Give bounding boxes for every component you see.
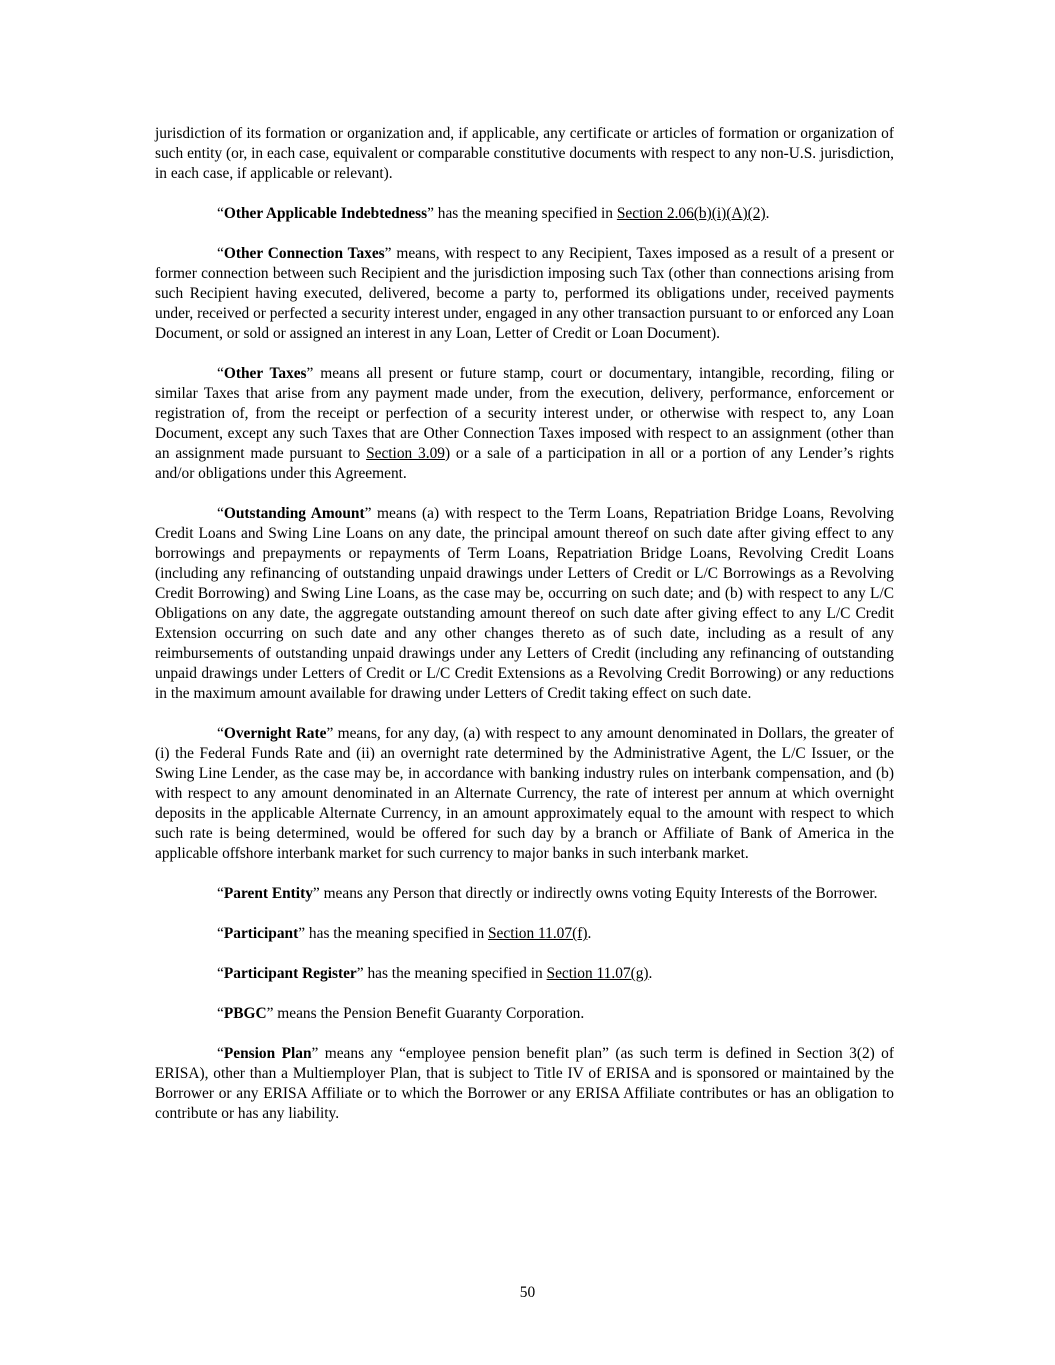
defined-term: Other Taxes [223, 365, 307, 382]
paragraph-text: . [648, 965, 653, 982]
paragraph-text: “ [217, 245, 224, 262]
defined-term: Overnight Rate [223, 725, 327, 742]
paragraph-text: “ [217, 1005, 224, 1022]
definition-paragraph [155, 964, 894, 984]
paragraph-text: ” means all present or future stamp, court or documentary, intangible, recording, filing or similar Taxes that arise from any payment made under, from the execution, delivery, performance, enforcement or registration of, from the receipt or perfection of a security interest under, or otherwise with respect to, any Loan Document, except any such Taxes that are Other Connection Taxes imposed with respect to an assignment (other than an assignment made pursuant to [155, 365, 894, 462]
section-reference: Section 2.06(b)(i)(A)(2) [616, 205, 766, 222]
definition-paragraph [155, 1044, 894, 1124]
paragraph-text: “ [217, 885, 224, 902]
defined-term: Participant Register [223, 965, 357, 982]
definition-paragraph [155, 504, 894, 704]
paragraph-text: jurisdiction of its formation or organization and, if applicable, any certificate or articles of formation or organization of such entity (or, in each case, equivalent or comparable constitutive documents with respect to any non-U.S. jurisdiction, in each case, if applicable or relevant). [155, 125, 894, 182]
paragraph-text: “ [217, 205, 224, 222]
paragraph-text: ” means any Person that directly or indirectly owns voting Equity Interests of the Borrower. [312, 885, 878, 902]
section-reference: Section 3.09 [366, 445, 445, 462]
defined-term: Other Connection Taxes [223, 245, 385, 262]
document-body [155, 124, 894, 1144]
paragraph-text: ” means (a) with respect to the Term Loans, Repatriation Bridge Loans, Revolving Credit Loans and Swing Line Loans on any date, the principal amount thereof on such date after giving effect to any borrowings and prepayments or repayments of Term Loans, Repatriation Bridge Loans, Revolving Credit Loans (including any refinancing of outstanding unpaid drawings under Letters of Credit or L/C Borrowings as a Revolving Credit Borrowing) and Swing Line Loans, as the case may be, occurring on such date; and (b) with respect to any L/C Obligations on any date, the aggregate outstanding amount thereof on such date after giving effect to any L/C Credit Extension occurring on such date and any other changes thereto as of such date, including as a result of any reimbursements of outstanding unpaid drawings under any Letters of Credit (including any refinancing of outstanding unpaid drawings under Letters of Credit or L/C Credit Extensions as a Revolving Credit Borrowing) or any reductions in the maximum amount available for drawing under Letters of Credit taking effect on such date. [155, 505, 894, 702]
defined-term: PBGC [223, 1005, 267, 1022]
section-reference: Section 11.07(f) [488, 925, 588, 942]
definition-paragraph [155, 204, 894, 224]
definition-paragraph [155, 244, 894, 344]
paragraph-text: “ [217, 725, 224, 742]
defined-term: Participant [223, 925, 299, 942]
paragraph-text: “ [217, 925, 224, 942]
defined-term: Parent Entity [223, 885, 313, 902]
paragraph-text: ” has the meaning specified in [298, 925, 488, 942]
paragraph-text: ” has the meaning specified in [356, 965, 547, 982]
paragraph-text: ” means, with respect to any Recipient, Taxes imposed as a result of a present or former connection between such Recipient and the jurisdiction imposing such Tax (other than connections arising from such Recipient having executed, delivered, become a party to, performed its obligations under, received payments under, received or perfected a security interest under, engaged in any other transaction pursuant to or enforced any Loan Document, or sold or assigned an interest in any Loan, Letter of Credit or Loan Document). [155, 245, 894, 342]
defined-term: Other Applicable Indebtedness [223, 205, 428, 222]
paragraph-text: ” means the Pension Benefit Guaranty Corporation. [266, 1005, 585, 1022]
paragraph-text: “ [217, 365, 224, 382]
paragraph-text: ) or a sale of a participation in all or a portion of any Lender’s rights and/or obligations under this Agreement. [155, 445, 894, 482]
paragraph-text: . [587, 925, 592, 942]
definition-paragraph [155, 724, 894, 864]
paragraph-continuation [155, 124, 894, 184]
paragraph-text: ” means any “employee pension benefit plan” (as such term is defined in Section 3(2) of ERISA), other than a Multiemployer Plan, that is subject to Title IV of ERISA and is sponsored or maintained by the Borrower or any ERISA Affiliate or to which the Borrower or any ERISA Affiliate contributes or has an obligation to contribute or has any liability. [155, 1045, 894, 1122]
definition-paragraph [155, 884, 894, 904]
page-number: 50 [519, 1284, 536, 1301]
definition-paragraph [155, 364, 894, 484]
defined-term: Outstanding Amount [223, 505, 365, 522]
defined-term: Pension Plan [223, 1045, 312, 1062]
definition-paragraph [155, 1004, 894, 1024]
section-reference: Section 11.07(g) [546, 965, 649, 982]
paragraph-text: . [765, 205, 770, 222]
paragraph-text: ” means, for any day, (a) with respect to any amount denominated in Dollars, the greater of (i) the Federal Funds Rate and (ii) an overnight rate determined by the Administrative Agent, the L/C Issuer, or the Swing Line Lender, as the case may be, in accordance with banking industry rules on interbank compensation, and (b) with respect to any amount denominated in an Alternate Currency, the rate of interest per annum at which overnight deposits in the applicable Alternate Currency, in an amount approximately equal to the amount with respect to which such rate is being determined, would be offered for such day by a branch or Affiliate of Bank of America in the applicable offshore interbank market for such currency to major banks in such interbank market. [155, 725, 894, 862]
paragraph-text: ” has the meaning specified in [427, 205, 617, 222]
paragraph-text: “ [217, 965, 224, 982]
paragraph-text: “ [217, 505, 224, 522]
paragraph-text: “ [217, 1045, 224, 1062]
definition-paragraph [155, 924, 894, 944]
